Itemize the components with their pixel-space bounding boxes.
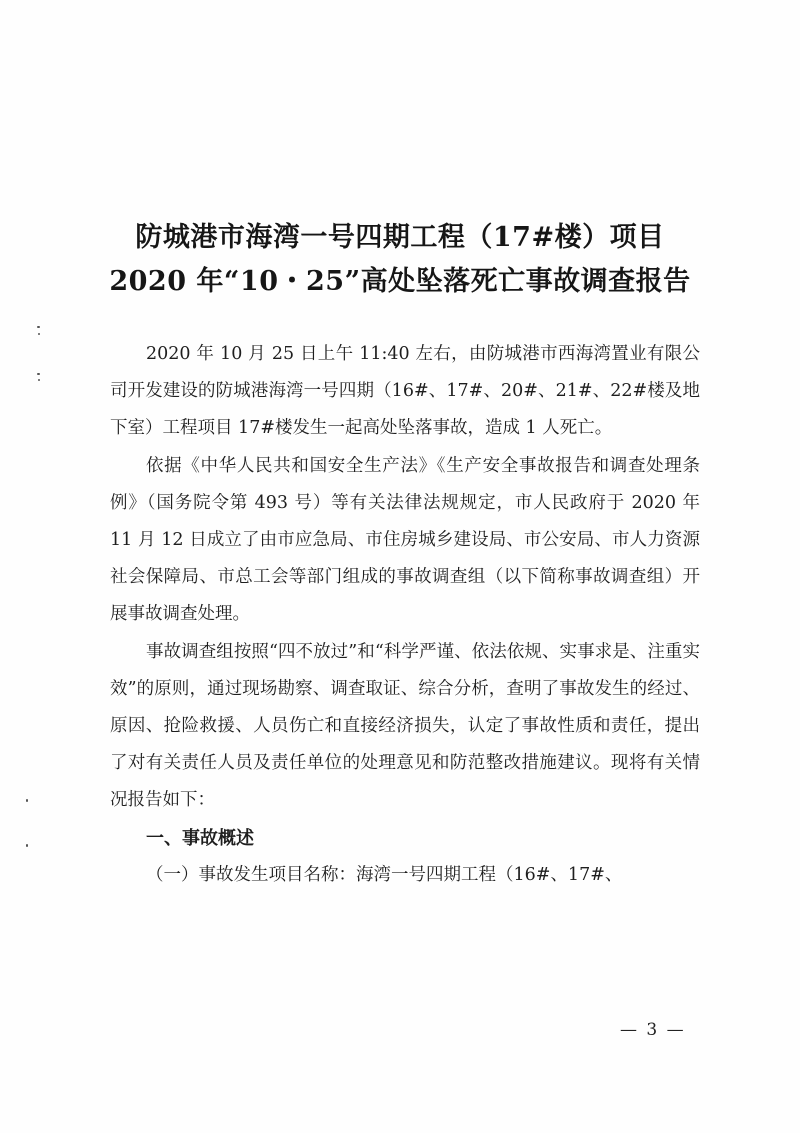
scan-artifact-mark (38, 379, 40, 381)
title-line-2: 2020 年“10・25”高处坠落死亡事故调查报告 (109, 266, 691, 297)
paragraph-investigation-principles: 事故调查组按照“四不放过”和“科学严谨、依法依规、实事求是、注重实效”的原则，通过现场勘察、调查取证、综合分析，查明了事故发生的经过、原因、抢险救援、人员伤亡和直接经济损失，认定了事故性质和责任，提出了对有关责任人员及责任单位的处理意见和防范整改措施建议。现将有关情况报告如下： (110, 641, 700, 811)
scan-artifact-mark (38, 333, 40, 335)
scan-artifact-mark (26, 799, 28, 802)
scan-artifact-mark (26, 844, 28, 847)
subsection-project-name: （一）事故发生项目名称：海湾一号四期工程（16#、17#、 (146, 864, 623, 885)
title-line-1: 防城港市海湾一号四期工程（17#楼）项目 (135, 222, 665, 253)
scan-artifact-mark (37, 373, 40, 375)
paragraph-incident-summary: 2020 年 10 月 25 日上午 11:40 左右，由防城港市西海湾置业有限公司开发建设的防城港海湾一号四期（16#、17#、20#、21#、22#楼及地下室）工程项目 17#楼发生一起高处坠落事故，造成 1 人死亡。 (110, 344, 700, 439)
scan-artifact-mark (37, 326, 40, 328)
page-number: — 3 — (620, 1020, 686, 1040)
document-body (110, 336, 700, 894)
section-heading: 一、事故概述 (146, 827, 254, 849)
paragraph-legal-basis: 依据《中华人民共和国安全生产法》《生产安全事故报告和调查处理条例》（国务院令第 493 号）等有关法律法规规定，市人民政府于 2020 年 11 月 12 日成立了由市应急局、市住房城乡建设局、市公安局、市人力资源社会保障局、市总工会等部门组成的事故调查组（以下简称事故调查组）开展事故调查处理。 (110, 455, 700, 625)
document-title (0, 216, 800, 304)
